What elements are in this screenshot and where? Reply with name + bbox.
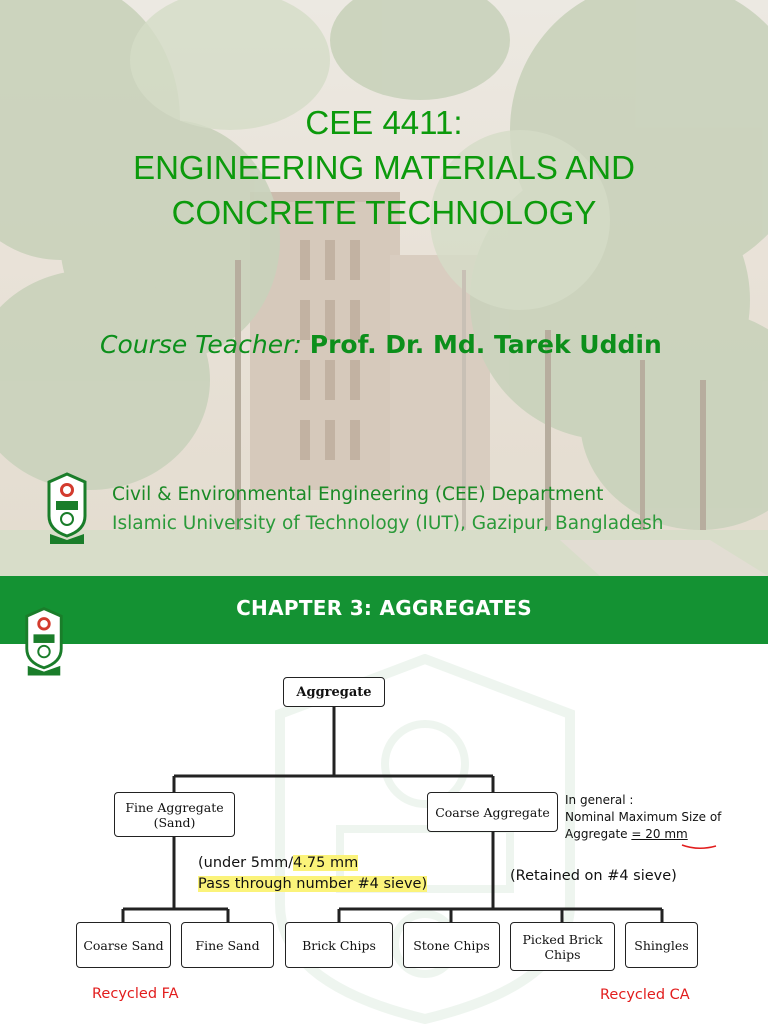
chapter-title: CHAPTER 3: AGGREGATES — [236, 596, 532, 620]
coarse-aggregate-criteria: (Retained on #4 sieve) — [510, 868, 677, 884]
node-aggregate: Aggregate — [283, 677, 385, 707]
highlighted-size: 4.75 mm — [293, 855, 359, 871]
teacher-label: Course Teacher: — [100, 330, 302, 359]
course-teacher — [100, 330, 662, 359]
iut-logo — [44, 472, 90, 546]
node-stone-chips: Stone Chips — [403, 922, 500, 968]
node-shingles: Shingles — [625, 922, 698, 968]
university-name: Islamic University of Technology (IUT), Gazipur, Bangladesh — [112, 513, 664, 534]
course-code: CEE 4411: — [305, 104, 463, 141]
red-underline-mark — [682, 845, 716, 848]
recycled-ca-label: Recycled CA — [600, 987, 690, 1003]
node-fine-sand: Fine Sand — [181, 922, 274, 968]
node-coarse-sand: Coarse Sand — [76, 922, 171, 968]
node-brick-chips: Brick Chips — [285, 922, 393, 968]
node-coarse-aggregate: Coarse Aggregate — [427, 792, 558, 832]
department-name: Civil & Environmental Engineering (CEE) Department — [112, 484, 604, 505]
node-picked-brick-chips: Picked Brick Chips — [510, 922, 615, 971]
node-fine-aggregate: Fine Aggregate (Sand) — [114, 792, 235, 837]
max-size-value: = 20 mm — [631, 827, 688, 841]
recycled-fa-label: Recycled FA — [92, 986, 179, 1002]
fine-aggregate-criteria: (under 5mm/4.75 mm Pass through number #4 sieve) — [198, 855, 428, 892]
course-name-line-2: CONCRETE TECHNOLOGY — [171, 194, 597, 231]
teacher-name: Prof. Dr. Md. Tarek Uddin — [309, 330, 662, 359]
aggregates-slide — [0, 576, 768, 1024]
coarse-aggregate-note: In general : Nominal Maximum Size of Aggregate = 20 mm — [565, 793, 722, 841]
highlighted-sieve-text: Pass through number #4 sieve) — [198, 876, 428, 892]
course-title — [0, 100, 768, 235]
course-name-line-1: ENGINEERING MATERIALS AND — [133, 149, 635, 186]
